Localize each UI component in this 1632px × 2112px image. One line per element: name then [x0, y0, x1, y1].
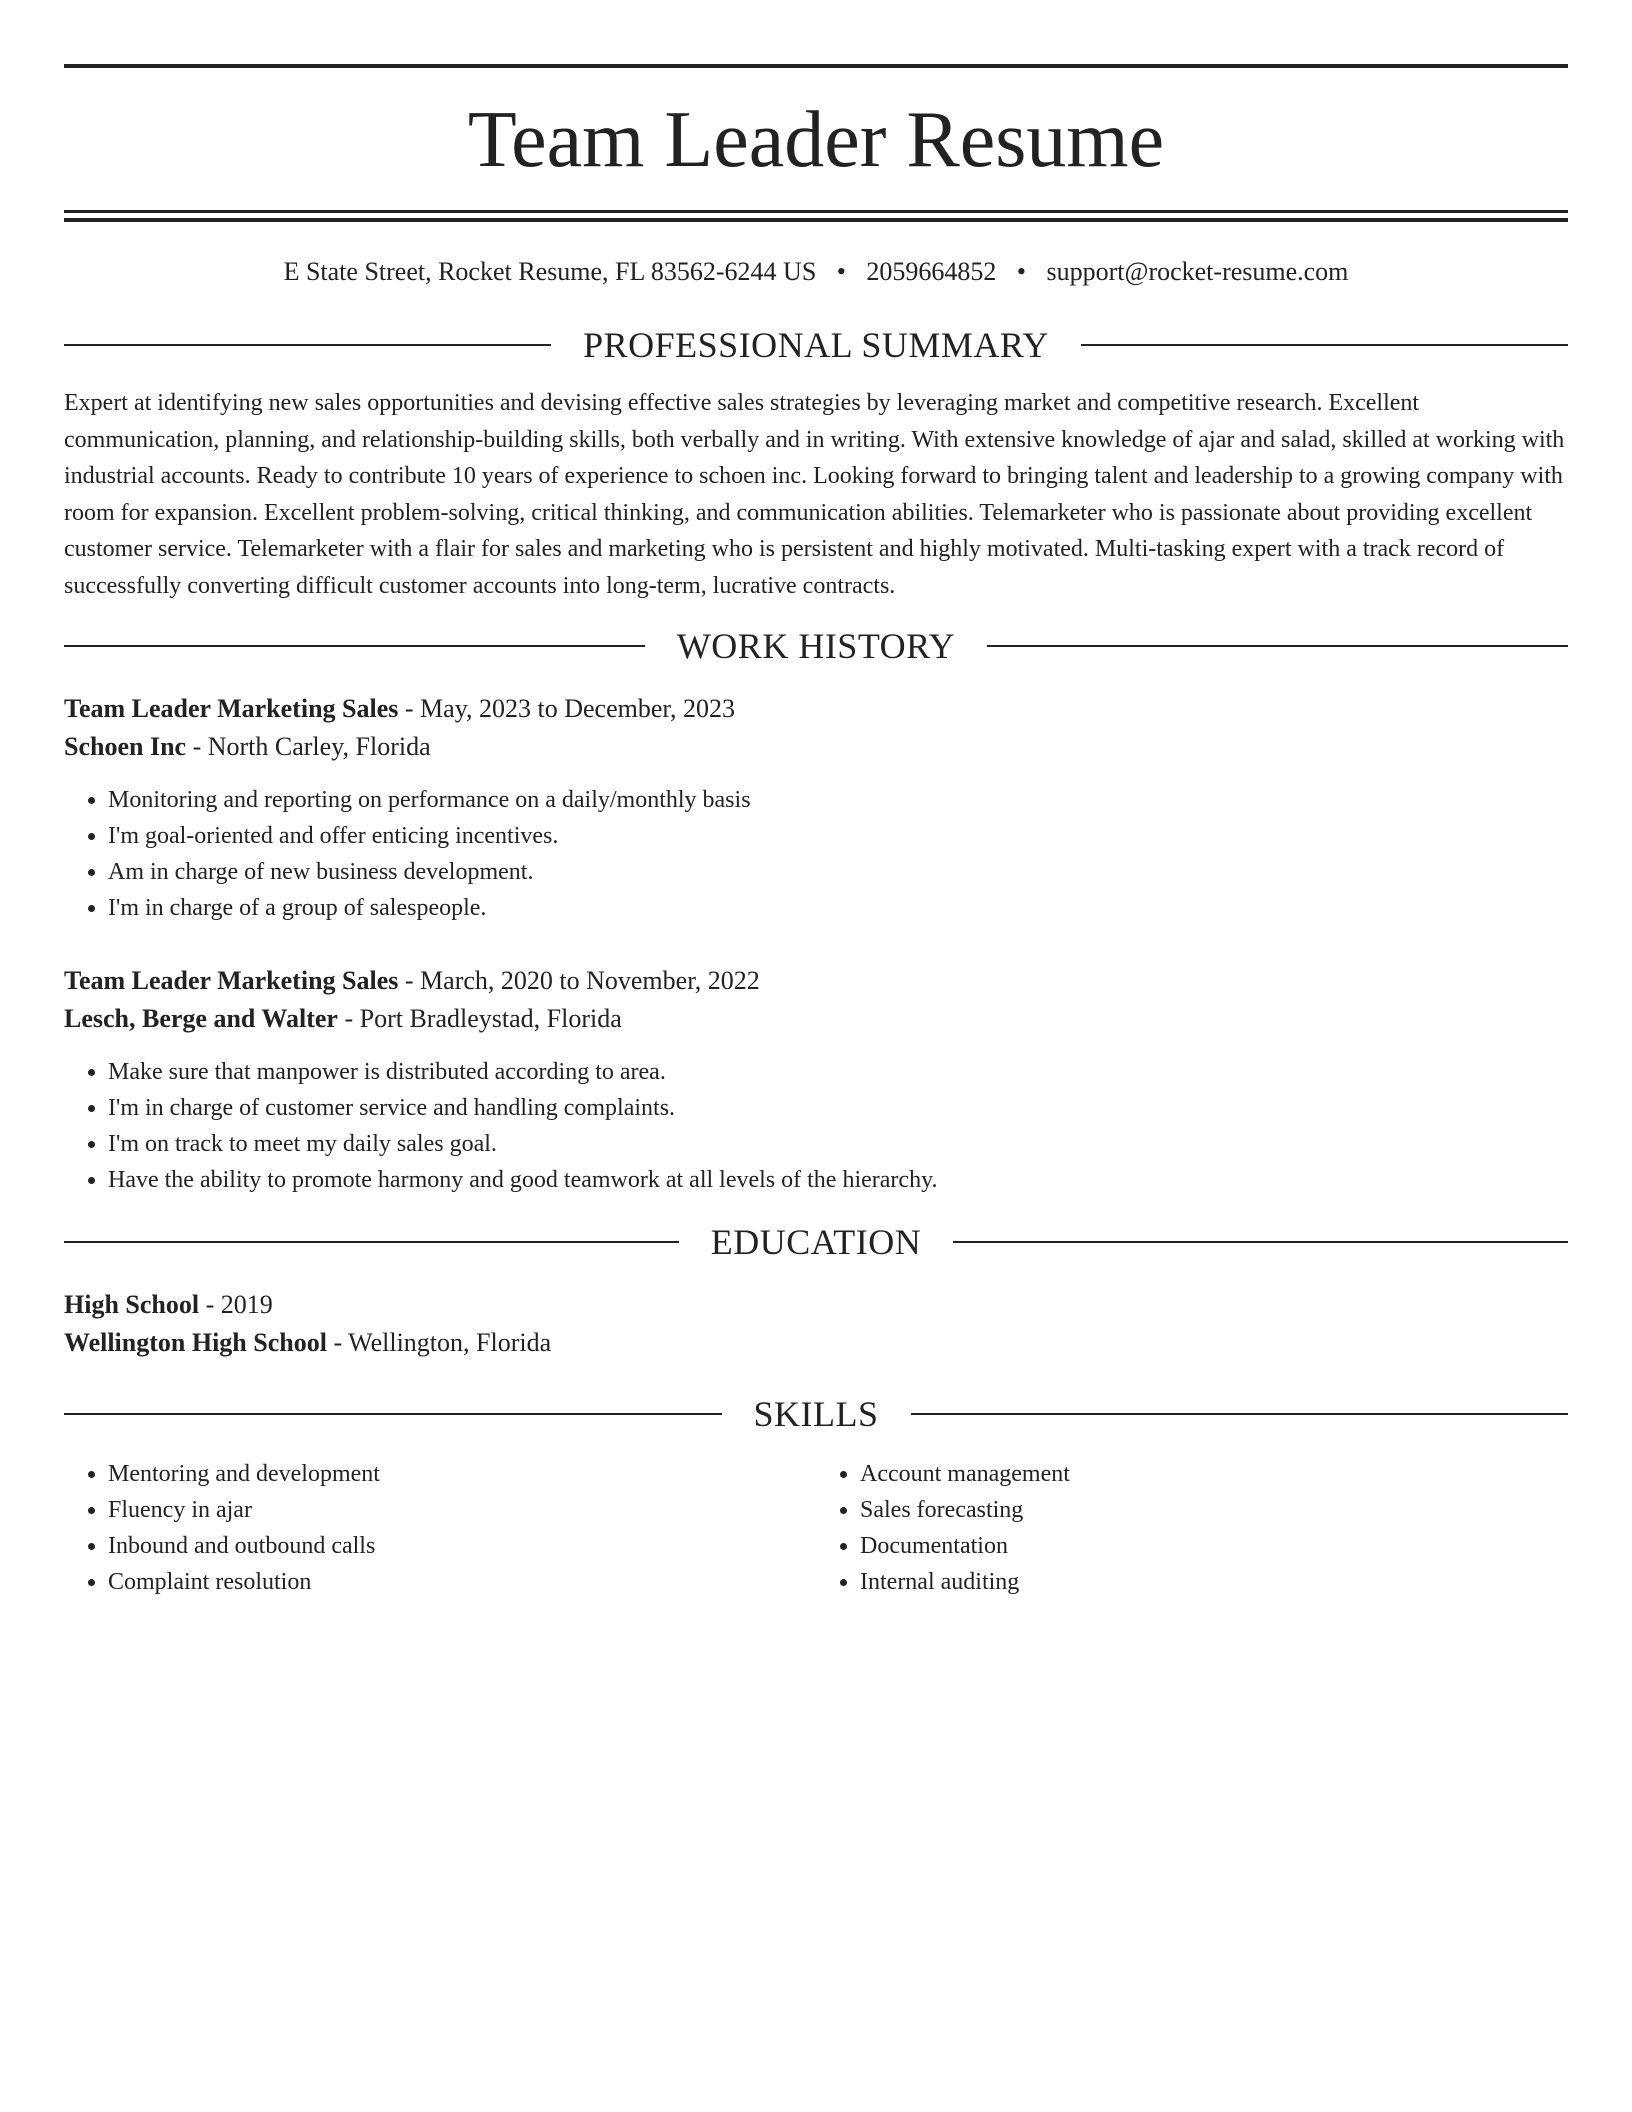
skill-item: • Sales forecasting — [860, 1492, 1568, 1528]
job-title-line — [64, 962, 1568, 1000]
contact-separator: • — [836, 257, 846, 286]
education-school-line — [64, 1324, 1568, 1362]
skill-item: • Mentoring and development — [108, 1456, 816, 1492]
job-company: Schoen Inc — [64, 732, 187, 762]
education-school: Wellington High School — [64, 1328, 327, 1358]
contact-email: support@rocket-resume.com — [1046, 257, 1349, 286]
education-year: - 2019 — [199, 1290, 273, 1320]
skill-item: • Documentation — [860, 1528, 1568, 1564]
job-dates: - March, 2020 to November, 2022 — [398, 966, 760, 996]
job-company-line — [64, 1000, 1568, 1038]
skill-item: • Internal auditing — [860, 1564, 1568, 1600]
job-entry — [64, 690, 1568, 926]
section-divider-left — [64, 645, 645, 647]
skills-column-right — [816, 1456, 1568, 1600]
section-divider-left — [64, 1241, 679, 1243]
skills-heading: SKILLS — [753, 1394, 879, 1435]
job-location: - Port Bradleystad, Florida — [337, 1004, 622, 1034]
job-bullets — [64, 782, 1568, 926]
section-divider-right — [987, 645, 1568, 647]
education-location: - Wellington, Florida — [326, 1328, 552, 1358]
header-double-rule — [64, 210, 1568, 222]
header-top-rule — [64, 64, 1568, 68]
contact-phone: 2059664852 — [866, 257, 997, 286]
education-degree: High School — [64, 1290, 200, 1320]
job-company: Lesch, Berge and Walter — [64, 1004, 338, 1034]
contact-separator: • — [1016, 257, 1026, 286]
section-divider-right — [911, 1413, 1569, 1415]
education-heading: EDUCATION — [710, 1222, 922, 1263]
summary-section-header — [64, 325, 1568, 366]
job-title-line — [64, 690, 1568, 728]
list-item: • I'm in charge of a group of salespeople. — [108, 890, 1568, 926]
summary-heading: PROFESSIONAL SUMMARY — [583, 325, 1049, 366]
job-entry — [64, 962, 1568, 1198]
job-company-line — [64, 728, 1568, 766]
skills-section-header — [64, 1394, 1568, 1435]
work-heading: WORK HISTORY — [676, 626, 956, 667]
education-entry — [64, 1286, 1568, 1362]
skill-item: • Fluency in ajar — [108, 1492, 816, 1528]
skills-column-left — [64, 1456, 816, 1600]
list-item: • Am in charge of new business development. — [108, 854, 1568, 890]
skills-list — [64, 1456, 1568, 1600]
work-section-header — [64, 626, 1568, 667]
job-title: Team Leader Marketing Sales — [64, 694, 399, 724]
summary-text: Expert at identifying new sales opportunities and devising effective sales strategies by leveraging market and competitive research. Excellent communication, planning, and relationship-building skills, both verbally and in writing. With extensive knowledge of ajar and salad, skilled at working with industrial accounts. Ready to contribute 10 years of experience to schoen inc. Looking forward to bringing talent and leadership to a growing company with room for expansion. Excellent problem-solving, critical thinking, and communication abilities. Telemarketer who is passionate about providing excellent customer service. Telemarketer with a flair for sales and marketing who is persistent and highly motivated. Multi-tasking expert with a track record of successfully converting difficult customer accounts into long-term, lucrative contracts. — [64, 390, 1565, 599]
section-divider-left — [64, 1413, 722, 1415]
skill-item: • Complaint resolution — [108, 1564, 816, 1600]
page-title: Team Leader Resume — [467, 96, 1165, 184]
education-section-header — [64, 1222, 1568, 1263]
job-bullets — [64, 1054, 1568, 1198]
skill-item: • Inbound and outbound calls — [108, 1528, 816, 1564]
job-title: Team Leader Marketing Sales — [64, 966, 399, 996]
job-dates: - May, 2023 to December, 2023 — [398, 694, 736, 724]
list-item: • I'm goal-oriented and offer enticing incentives. — [108, 818, 1568, 854]
section-divider-left — [64, 344, 551, 346]
list-item: • I'm on track to meet my daily sales goal. — [108, 1126, 1568, 1162]
section-divider-right — [1081, 344, 1568, 346]
list-item: • Have the ability to promote harmony and good teamwork at all levels of the hierarchy. — [108, 1162, 1568, 1198]
list-item: • Make sure that manpower is distributed according to area. — [108, 1054, 1568, 1090]
contact-address: E State Street, Rocket Resume, FL 83562-6244 US — [283, 257, 817, 286]
skill-item: • Account management — [860, 1456, 1568, 1492]
list-item: • I'm in charge of customer service and handling complaints. — [108, 1090, 1568, 1126]
education-degree-line — [64, 1286, 1568, 1324]
job-location: - North Carley, Florida — [186, 732, 431, 762]
section-divider-right — [953, 1241, 1568, 1243]
contact-line — [64, 256, 1568, 287]
list-item: • Monitoring and reporting on performance on a daily/monthly basis — [108, 782, 1568, 818]
